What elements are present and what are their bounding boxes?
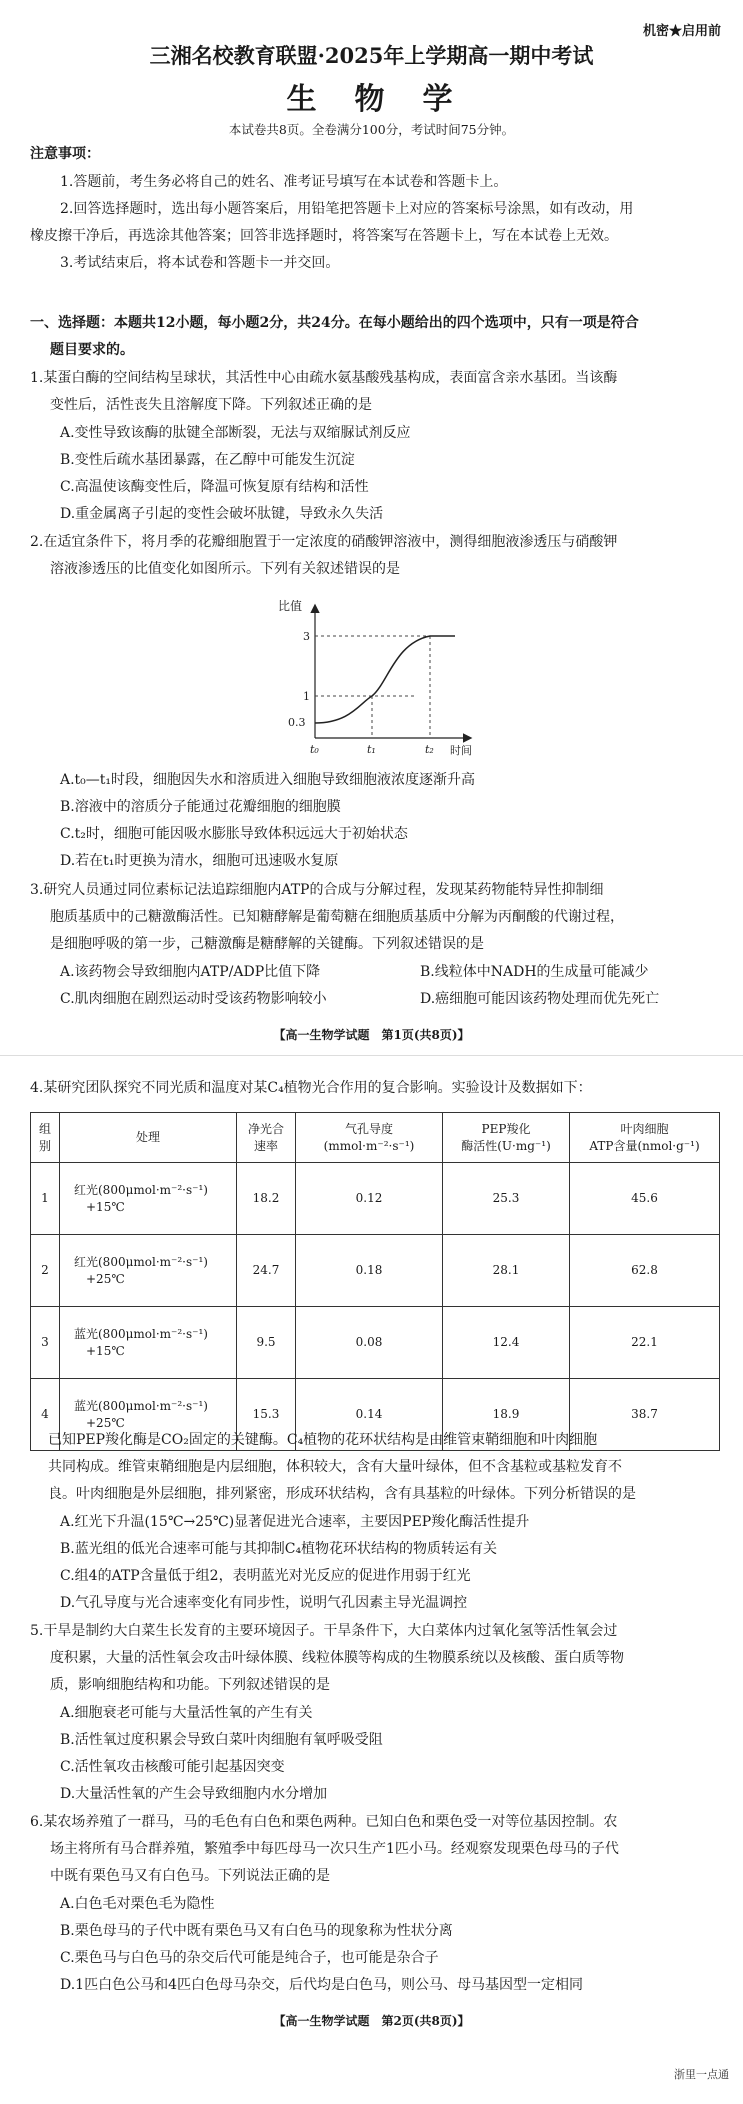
section-heading: 一、选择题：本题共12小题，每小题2分，共24分。在每小题给出的四个选项中，只有一项是符合: [30, 315, 639, 331]
x-tick-t1: t₁: [367, 743, 376, 756]
header-group: 组 别: [31, 1113, 60, 1163]
cell-group: 3: [31, 1307, 60, 1379]
q4-stem: 4.某研究团队探究不同光质和温度对某C₄植物光合作用的复合影响。实验设计及数据如下：: [30, 1080, 592, 1096]
cell-treatment: 蓝光(800μmol·m⁻²·s⁻¹) +25℃: [60, 1379, 237, 1451]
q1-stem: 1.某蛋白酶的空间结构呈球状，其活性中心由疏水氨基酸残基构成，表面富含亲水基团。当该酶: [30, 370, 618, 386]
y-axis-label: 比值: [278, 599, 303, 613]
note-2: 2.回答选择题时，选出每小题答案后，用铅笔把答题卡上对应的答案标号涂黑，如有改动，用: [60, 201, 634, 217]
header-pep: PEP羧化 酶活性(U·mg⁻¹): [443, 1113, 570, 1163]
confidential-label: 机密★启用前: [642, 24, 721, 39]
cell-conductance: 0.14: [296, 1379, 443, 1451]
q2-stem: 2.在适宜条件下，将月季的花瓣细胞置于一定浓度的硝酸钾溶液中，测得细胞液渗透压与硝酸钾: [30, 534, 618, 550]
table-row: [31, 1307, 720, 1379]
cell-treatment: 蓝光(800μmol·m⁻²·s⁻¹) +15℃: [60, 1307, 237, 1379]
q1-option-c: C.高温使该酶变性后，降温可恢复原有结构和活性: [60, 479, 369, 495]
page-divider: [0, 1055, 743, 1056]
q5-stem-cont2: 质，影响细胞结构和功能。下列叙述错误的是: [50, 1677, 330, 1693]
cell-rate: 15.3: [237, 1379, 296, 1451]
q2-stem-cont: 溶液渗透压的比值变化如图所示。下列有关叙述错误的是: [50, 561, 400, 577]
q1-stem-cont: 变性后，活性丧失且溶解度下降。下列叙述正确的是: [50, 397, 372, 413]
note-3: 3.考试结束后，将本试卷和答题卡一并交回。: [60, 255, 340, 271]
header-atp: 叶肉细胞 ATP含量(nmol·g⁻¹): [570, 1113, 720, 1163]
q1-option-a: A.变性导致该酶的肽键全部断裂，无法与双缩脲试剂反应: [60, 425, 411, 441]
exam-title: 三湘名校教育联盟·2025年上学期高一期中考试: [149, 43, 594, 68]
q4-passage-2: 共同构成。维管束鞘细胞是内层细胞，体积较大，含有大量叶绿体，但不含基粒或基粒发育不: [48, 1459, 622, 1475]
cell-pep: 28.1: [443, 1235, 570, 1307]
y-tick-3: 3: [303, 630, 310, 643]
q2-option-d: D.若在t₁时更换为清水，细胞可迅速吸水复原: [60, 853, 339, 869]
q6-option-d: D.1匹白色公马和4匹白色母马杂交，后代均是白色马，则公马、母马基因型一定相同: [60, 1977, 583, 1993]
cell-atp: 45.6: [570, 1163, 720, 1235]
q4-passage: 已知PEP羧化酶是CO₂固定的关键酶。C₄植物的花环状结构是由维管束鞘细胞和叶肉细胞: [48, 1432, 598, 1448]
q2-option-c: C.t₂时，细胞可能因吸水膨胀导致体积远远大于初始状态: [60, 826, 408, 842]
cell-treatment: 红光(800μmol·m⁻²·s⁻¹) +25℃: [60, 1235, 237, 1307]
q4-data-table: [30, 1112, 720, 1451]
cell-pep: 25.3: [443, 1163, 570, 1235]
note-2-cont: 橡皮擦干净后，再选涂其他答案；回答非选择题时，将答案写在答题卡上，写在本试卷上无效。: [30, 228, 618, 244]
q5-stem-cont: 度积累，大量的活性氧会攻击叶绿体膜、线粒体膜等构成的生物膜系统以及核酸、蛋白质等物: [50, 1650, 624, 1666]
cell-conductance: 0.12: [296, 1163, 443, 1235]
q4-option-a: A.红光下升温(15℃→25℃)显著促进光合速率，主要因PEP羧化酶活性提升: [60, 1514, 530, 1530]
q6-stem: 6.某农场养殖了一群马，马的毛色有白色和栗色两种。已知白色和栗色受一对等位基因控制。农: [30, 1814, 618, 1830]
notes-heading: 注意事项：: [30, 146, 100, 162]
header-treatment: 处理: [60, 1113, 237, 1163]
q2-option-b: B.溶液中的溶质分子能通过花瓣细胞的细胞膜: [60, 799, 341, 815]
x-axis-label: 时间: [450, 744, 472, 757]
q5-stem: 5.干旱是制约大白菜生长发育的主要环境因子。干旱条件下，大白菜体内过氧化氢等活性氧会过: [30, 1623, 618, 1639]
header-conductance: 气孔导度 (mmol·m⁻²·s⁻¹): [296, 1113, 443, 1163]
cell-conductance: 0.18: [296, 1235, 443, 1307]
cell-pep: 12.4: [443, 1307, 570, 1379]
x-tick-t0: t₀: [310, 743, 319, 756]
cell-rate: 9.5: [237, 1307, 296, 1379]
x-tick-t2: t₂: [425, 743, 434, 756]
q1-option-b: B.变性后疏水基团暴露，在乙醇中可能发生沉淀: [60, 452, 355, 468]
q4-option-c: C.组4的ATP含量低于组2，表明蓝光对光反应的促进作用弱于红光: [60, 1568, 471, 1584]
q2-option-a: A.t₀—t₁时段，细胞因失水和溶质进入细胞导致细胞液浓度逐渐升高: [60, 772, 476, 788]
ratio-graph: [270, 588, 490, 758]
page-footer-1: 【高一生物学试题 第1页(共8页)】: [273, 1028, 470, 1042]
q4-option-d: D.气孔导度与光合速率变化有同步性，说明气孔因素主导光温调控: [60, 1595, 468, 1611]
q3-option-d: D.癌细胞可能因该药物处理而优先死亡: [420, 991, 660, 1007]
q3-stem-cont2: 是细胞呼吸的第一步，己糖激酶是糖酵解的关键酶。下列叙述错误的是: [50, 936, 484, 952]
cell-atp: 62.8: [570, 1235, 720, 1307]
q3-stem: 3.研究人员通过同位素标记法追踪细胞内ATP的合成与分解过程，发现某药物能特异性抑制细: [30, 882, 604, 898]
page-footer-2: 【高一生物学试题 第2页(共8页)】: [273, 2014, 470, 2028]
q3-option-a: A.该药物会导致细胞内ATP/ADP比值下降: [60, 964, 321, 980]
q1-option-d: D.重金属离子引起的变性会破坏肽键，导致永久失活: [60, 506, 384, 522]
ratio-curve: [315, 636, 455, 723]
q5-option-b: B.活性氧过度积累会导致白菜叶肉细胞有氧呼吸受阻: [60, 1732, 383, 1748]
q3-option-c: C.肌肉细胞在剧烈运动时受该药物影响较小: [60, 991, 327, 1007]
cell-group: 4: [31, 1379, 60, 1451]
header-net-rate: 净光合 速率: [237, 1113, 296, 1163]
q5-option-d: D.大量活性氧的产生会导致细胞内水分增加: [60, 1786, 328, 1802]
exam-info: 本试卷共8页。全卷满分100分，考试时间75分钟。: [228, 122, 515, 137]
table-row: [31, 1163, 720, 1235]
q6-stem-cont2: 中既有栗色马又有白色马。下列说法正确的是: [50, 1868, 330, 1884]
cell-rate: 24.7: [237, 1235, 296, 1307]
cell-atp: 22.1: [570, 1307, 720, 1379]
q6-stem-cont: 场主将所有马合群养殖，繁殖季中每匹母马一次只生产1匹小马。经观察发现栗色母马的子代: [50, 1841, 619, 1857]
table-row: [31, 1235, 720, 1307]
y-tick-1: 1: [303, 690, 310, 703]
cell-pep: 18.9: [443, 1379, 570, 1451]
q6-option-a: A.白色毛对栗色毛为隐性: [60, 1896, 215, 1912]
section-heading-cont: 题目要求的。: [50, 342, 134, 358]
cell-group: 2: [31, 1235, 60, 1307]
cell-rate: 18.2: [237, 1163, 296, 1235]
subject-title: 生 物 学: [286, 82, 457, 117]
q5-option-c: C.活性氧攻击核酸可能引起基因突变: [60, 1759, 285, 1775]
q3-option-b: B.线粒体中NADH的生成量可能减少: [420, 964, 649, 980]
table-header-row: [31, 1113, 720, 1163]
cell-treatment: 红光(800μmol·m⁻²·s⁻¹) +15℃: [60, 1163, 237, 1235]
cell-atp: 38.7: [570, 1379, 720, 1451]
q4-option-b: B.蓝光组的低光合速率可能与其抑制C₄植物花环状结构的物质转运有关: [60, 1541, 498, 1557]
q4-passage-3: 良。叶肉细胞是外层细胞，排列紧密，形成环状结构，含有具基粒的叶绿体。下列分析错误的是: [48, 1486, 636, 1502]
q5-option-a: A.细胞衰老可能与大量活性氧的产生有关: [60, 1705, 313, 1721]
cell-group: 1: [31, 1163, 60, 1235]
cell-conductance: 0.08: [296, 1307, 443, 1379]
q6-option-b: B.栗色母马的子代中既有栗色马又有白色马的现象称为性状分离: [60, 1923, 453, 1939]
watermark-text: 浙里一点通: [674, 2068, 729, 2081]
q6-option-c: C.栗色马与白色马的杂交后代可能是纯合子，也可能是杂合子: [60, 1950, 439, 1966]
note-1: 1.答题前，考生务必将自己的姓名、准考证号填写在本试卷和答题卡上。: [60, 174, 508, 190]
q3-stem-cont: 胞质基质中的己糖激酶活性。已知糖酵解是葡萄糖在细胞质基质中分解为丙酮酸的代谢过程，: [50, 909, 624, 925]
y-tick-0-3: 0.3: [288, 716, 306, 729]
